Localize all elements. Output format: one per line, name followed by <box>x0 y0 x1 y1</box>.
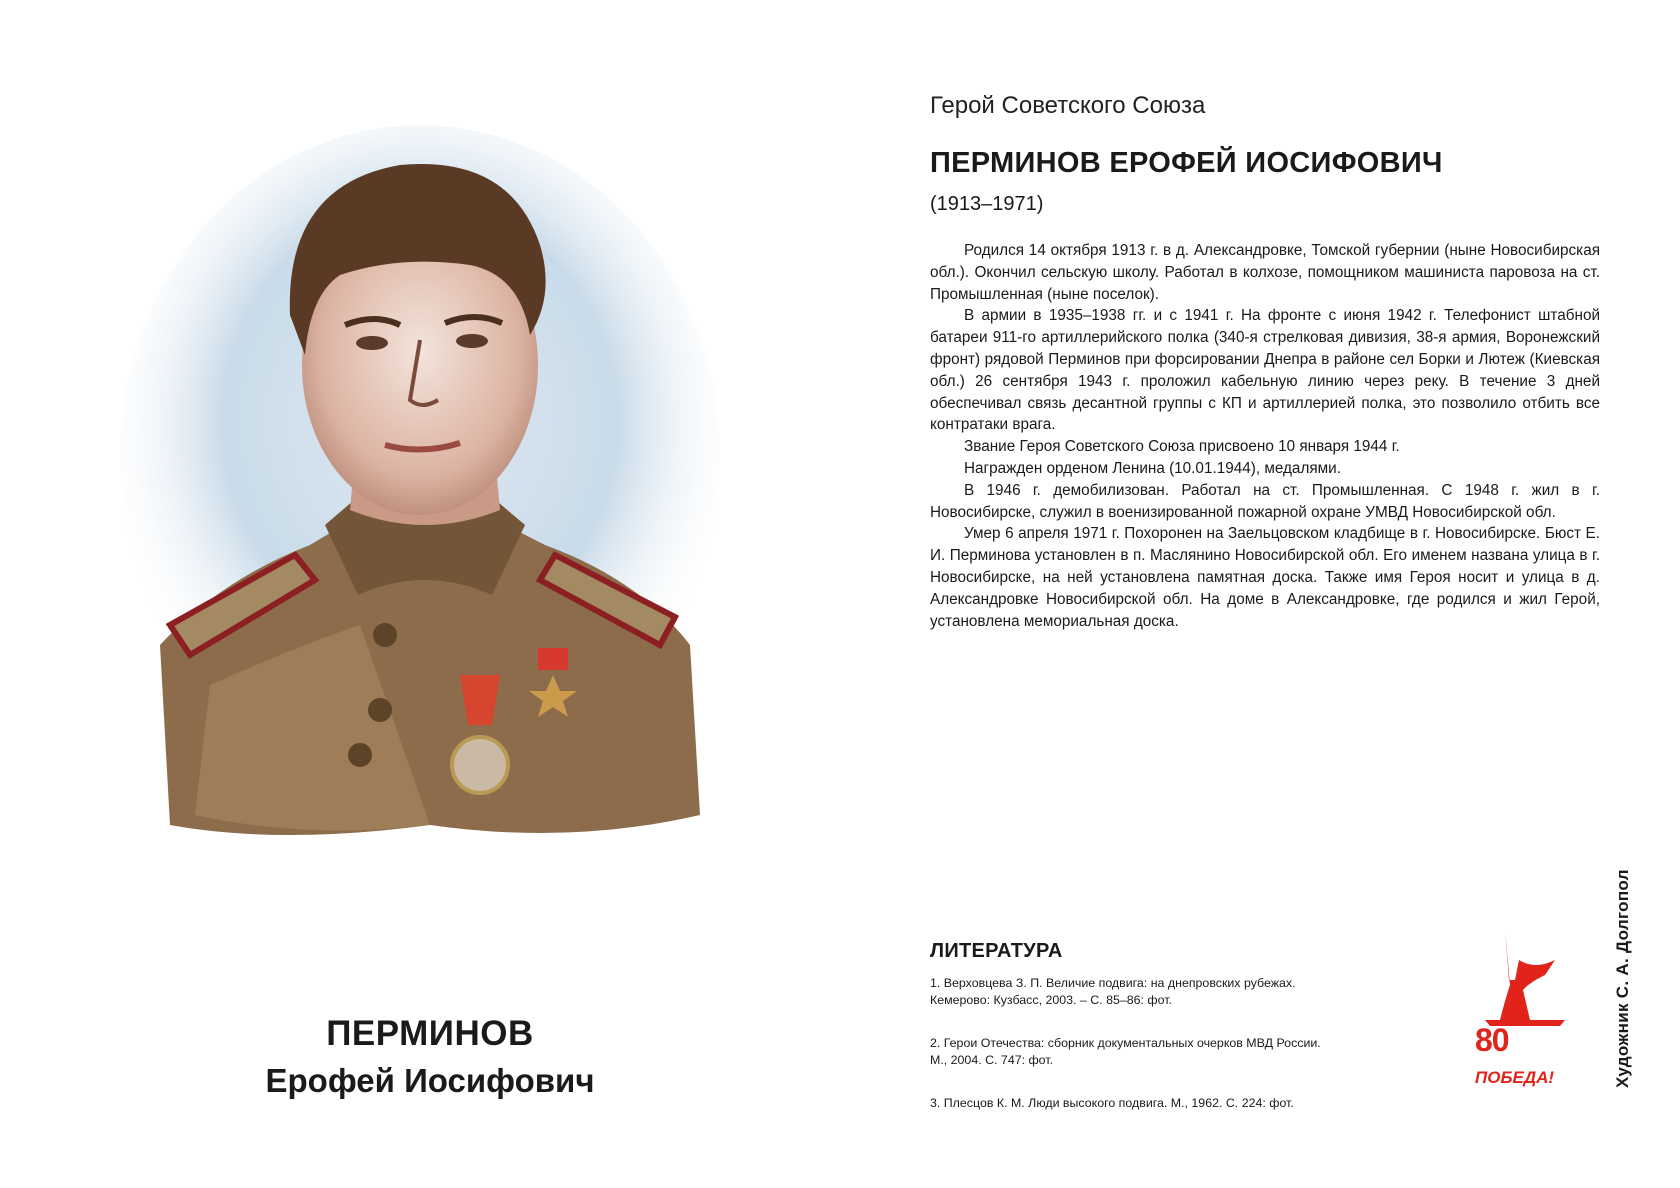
caption-surname: ПЕРМИНОВ <box>326 1014 534 1053</box>
victory-80-logo <box>1475 920 1575 1100</box>
bio-paragraph: Родился 14 октября 1913 г. в д. Александровке, Томской губернии (ныне Новосибирская обл.). Окончил сельскую школу. Работал в колхозе, помощником машиниста паровоза на ст. Промышленная (ныне поселок). <box>930 242 1600 303</box>
portrait-drawing <box>100 125 750 905</box>
portrait-image <box>100 125 750 905</box>
literature-line: 1. Верховцева З. П. Величие подвига: на днепровских рубежах. <box>930 976 1296 990</box>
logo-number: 80 <box>1475 1022 1509 1058</box>
hero-kicker: Герой Советского Союза <box>930 92 1206 119</box>
literature-heading: ЛИТЕРАТУРА <box>930 940 1063 962</box>
bio-paragraph: Умер 6 апреля 1971 г. Похоронен на Заельцовском кладбище в г. Новосибирске. Бюст Е. И. Перминова установлен в п. Маслянино Новосибирской обл. Его именем названа улица в г. Новосибирске, на ней установлена памятная доска. Также имя Героя носит и улица в д. Александровке Новосибирской обл. На доме в Александровке, где родился и жил Герой, установлена мемориальная доска. <box>930 525 1600 630</box>
biography <box>930 240 1600 632</box>
bio-paragraph: Звание Героя Советского Союза присвоено 10 января 1944 г. <box>964 438 1400 456</box>
bio-paragraph: В 1946 г. демобилизован. Работал на ст. Промышленная. С 1948 г. жил в г. Новосибирске, служил в военизированной пожарной охране УМВД Новосибирской обл. <box>930 481 1600 521</box>
literature-line: 3. Плесцов К. М. Люди высокого подвига. М., 1962. С. 224: фот. <box>930 1096 1294 1110</box>
caption-given-names: Ерофей Иосифович <box>265 1062 595 1099</box>
literature-list <box>930 975 1430 1138</box>
logo-word: ПОБЕДА! <box>1475 1068 1555 1087</box>
literature-item <box>930 975 1430 1009</box>
bio-paragraph: В армии в 1935–1938 гг. и с 1941 г. На фронте с июня 1942 г. Телефонист штабной батареи 911-го артиллерийского полка (340-я стрелковая дивизия, 38-я армия, Воронежский фронт) рядовой Перминов при форсировании Днепра в районе сел Борки и Лютеж (Киевская обл.) 26 сентября 1943 г. проложил кабельную линию через реку. В течение 3 дней обеспечивал связь десантной группы с КП и артиллерией полка, это позволило отбить все контратаки врага. <box>930 307 1600 434</box>
literature-item <box>930 1035 1430 1069</box>
literature-line: 2. Герои Отечества: сборник документальных очерков МВД России. <box>930 1036 1321 1050</box>
bio-paragraph: Награжден орденом Ленина (10.01.1944), медалями. <box>964 459 1341 477</box>
artist-credit: Художник С. А. Долгопол <box>1613 869 1632 1088</box>
life-years: (1913–1971) <box>930 193 1044 215</box>
literature-item <box>930 1095 1430 1112</box>
page-title: ПЕРМИНОВ ЕРОФЕЙ ИОСИФОВИЧ <box>930 147 1443 179</box>
literature-line: Кемерово: Кузбасс, 2003. – С. 85–86: фот. <box>930 993 1172 1007</box>
portrait-caption <box>90 1010 770 1104</box>
literature-line: М., 2004. С. 747: фот. <box>930 1053 1054 1067</box>
right-page <box>840 0 1680 1188</box>
